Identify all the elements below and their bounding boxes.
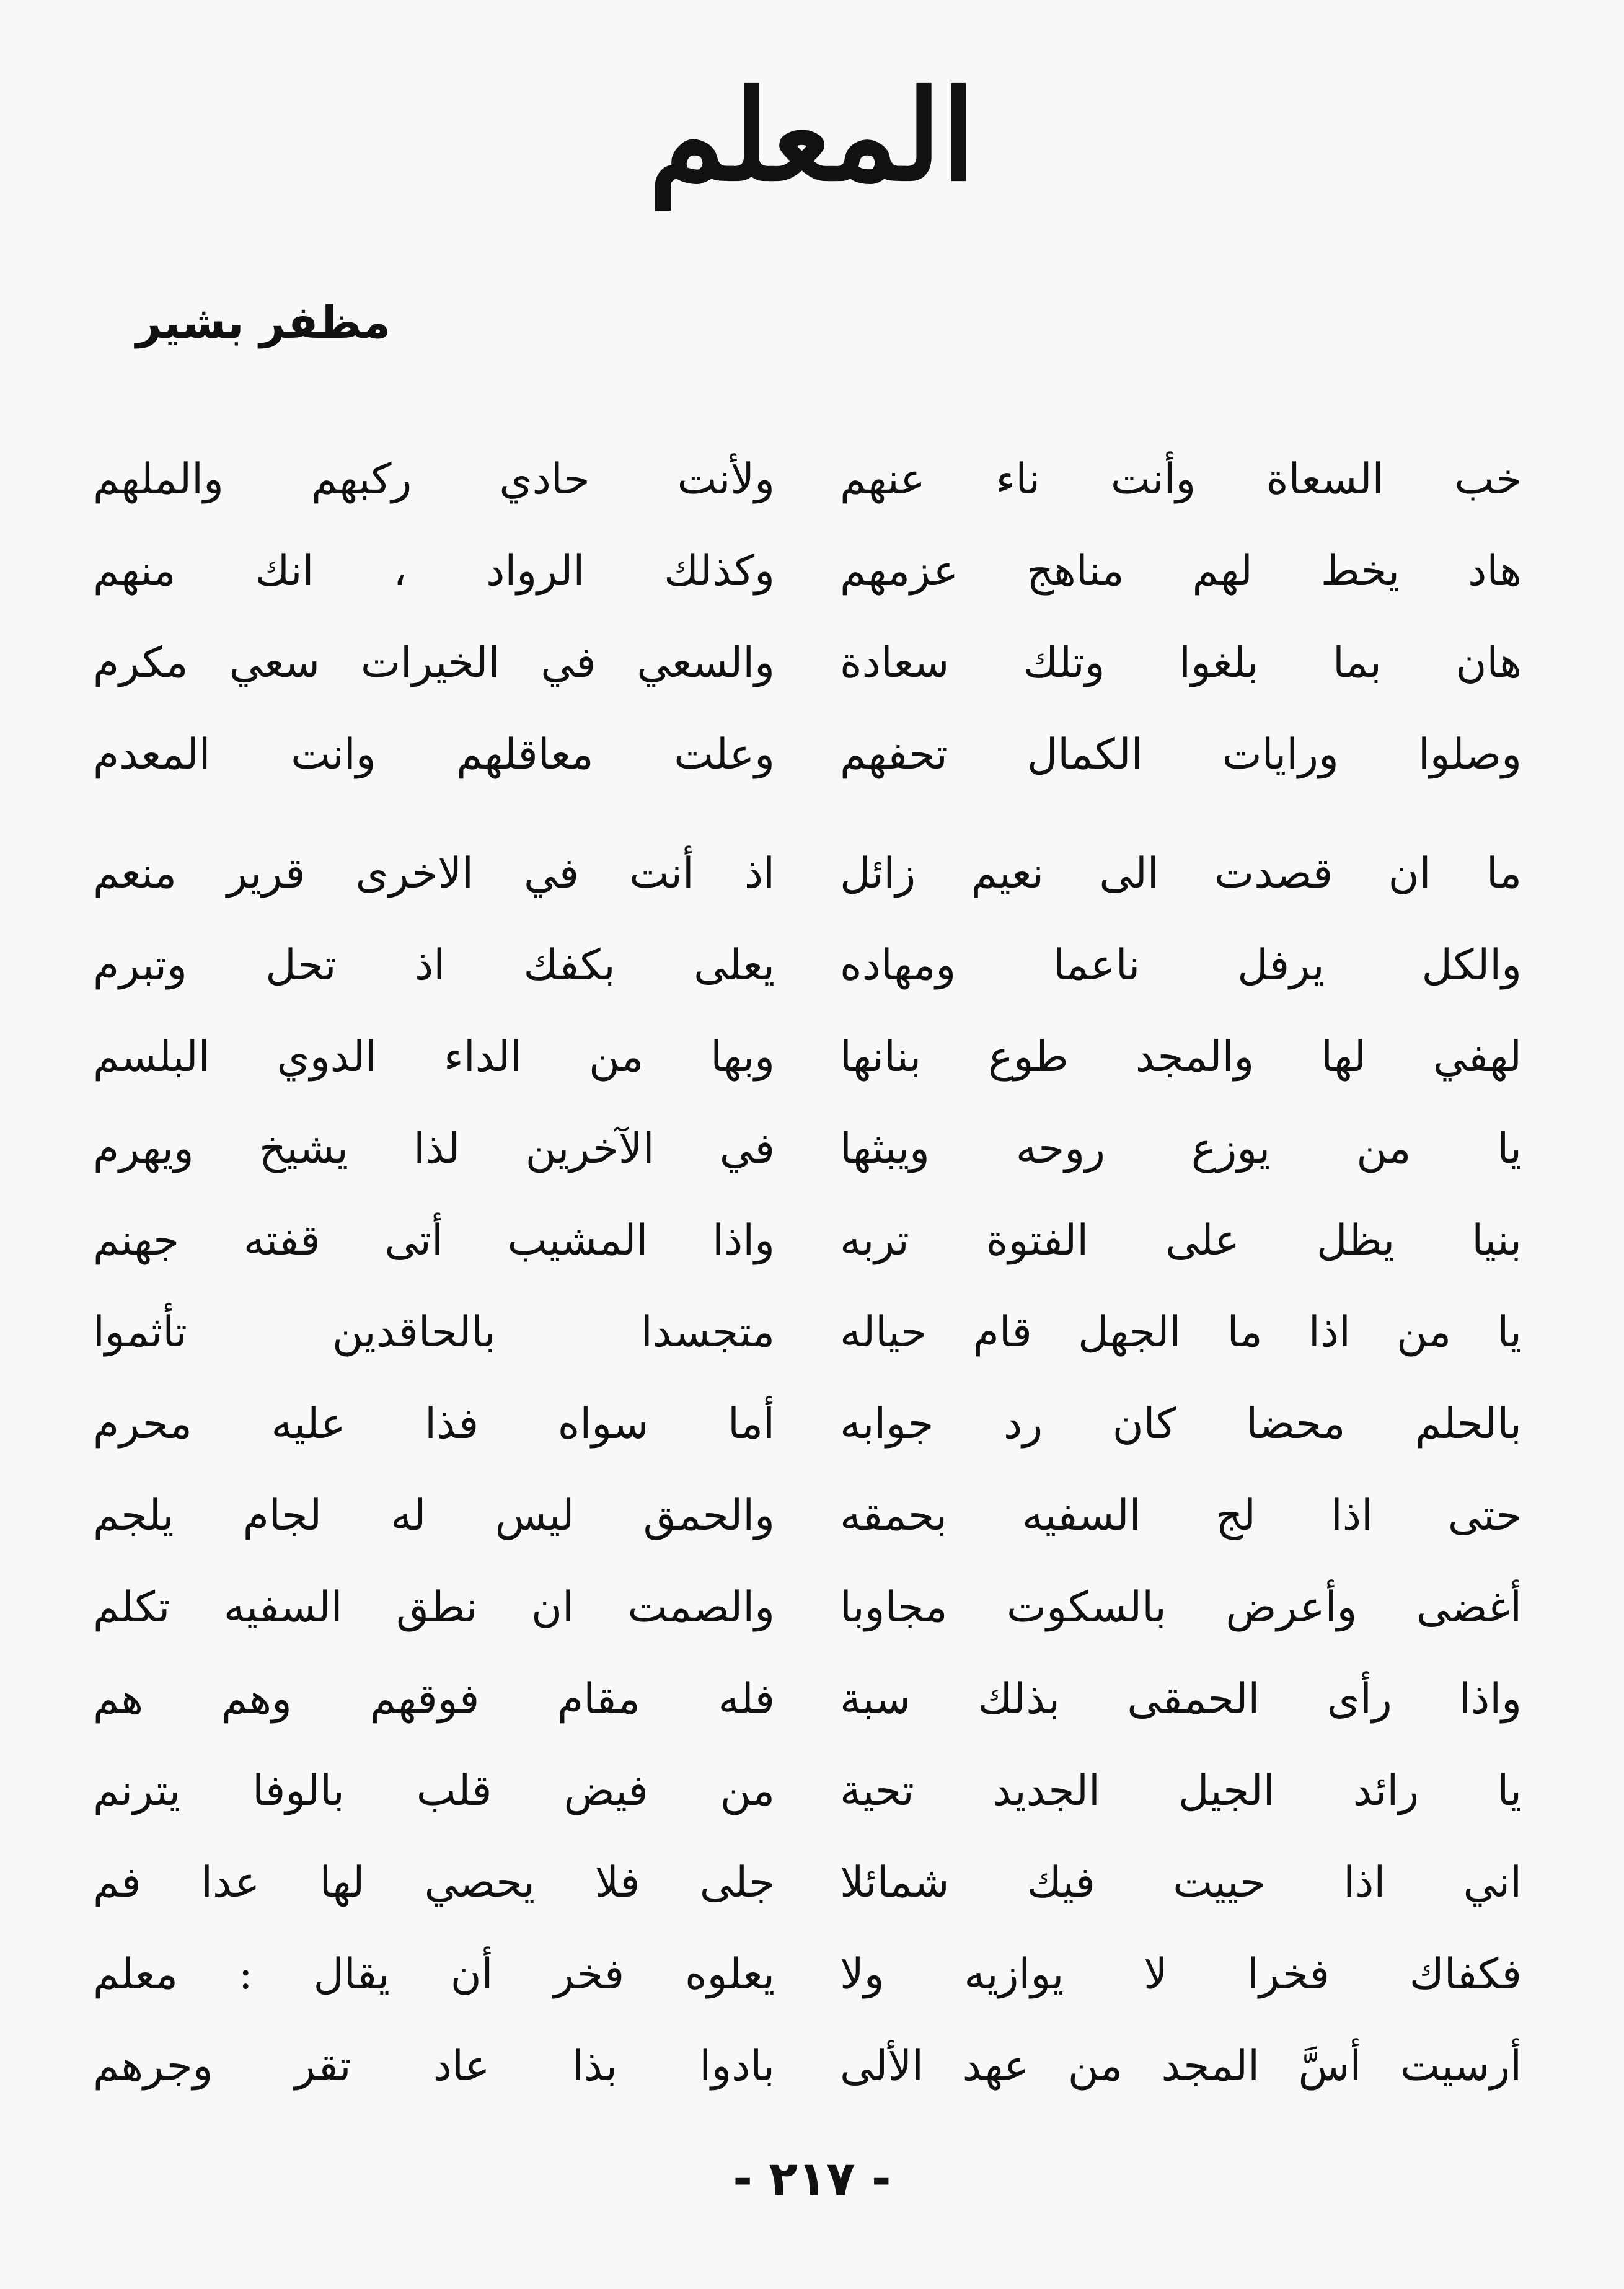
- verse-line: يعلوه فخر أن يقال : معلم: [93, 1950, 775, 1999]
- verse-line: وكذلك الرواد ، انك منهم: [93, 547, 775, 596]
- stanza-gap: [840, 801, 1522, 828]
- verse-line: في الآخرين لذا يشيخ ويهرم: [93, 1124, 775, 1173]
- poem-title: المعلم: [648, 63, 976, 209]
- verse-line: هاد يخط لهم مناهج عزمهم: [840, 547, 1522, 596]
- verse-line: بالحلم محضا كان رد جوابه: [840, 1400, 1522, 1449]
- verse-line: يا من يوزع روحه ويبثها: [840, 1124, 1522, 1173]
- verse-line: يا من اذا ما الجهل قام حياله: [840, 1308, 1522, 1357]
- verse-line: أرسيت أسَّ المجد من عهد الألى: [840, 2042, 1522, 2091]
- verse-line: بادوا بذا عاد تقر وجرهم: [93, 2042, 775, 2091]
- verse-line: ولأنت حادي ركبهم والملهم: [93, 455, 775, 504]
- verse-line: وصلوا ورايات الكمال تحفهم: [840, 730, 1522, 779]
- stanza-gap: [93, 801, 775, 828]
- verse-line: والسعي في الخيرات سعي مكرم: [93, 638, 775, 687]
- verse-line: والكل يرفل ناعما ومهاده: [840, 941, 1522, 990]
- verse-line: هان بما بلغوا وتلك سعادة: [840, 638, 1522, 687]
- verse-line: وبها من الداء الدوي البلسم: [93, 1033, 775, 1082]
- verse-line: جلى فلا يحصي لها عدا فم: [93, 1858, 775, 1907]
- verse-line: من فيض قلب بالوفا يترنم: [93, 1766, 775, 1815]
- verse-line: أغضى وأعرض بالسكوت مجاوبا: [840, 1583, 1522, 1632]
- right-column: [840, 434, 1522, 2112]
- verse-line: واذا رأى الحمقى بذلك سبة: [840, 1675, 1522, 1724]
- verse-line: متجسدا بالحاقدين تأثموا: [93, 1308, 775, 1357]
- verse-line: يعلى بكفك اذ تحل وتبرم: [93, 941, 775, 990]
- verse-line: واذا المشيب أتى قفته جهنم: [93, 1216, 775, 1265]
- verse-line: والحمق ليس له لجام يلجم: [93, 1491, 775, 1540]
- verse-line: فكفاك فخرا لا يوازيه ولا: [840, 1950, 1522, 1999]
- verse-line: أما سواه فذا عليه محرم: [93, 1400, 775, 1449]
- verse-line: والصمت ان نطق السفيه تكلم: [93, 1583, 775, 1632]
- verse-line: بنيا يظل على الفتوة تربه: [840, 1216, 1522, 1265]
- verse-line: خب السعاة وأنت ناء عنهم: [840, 455, 1522, 504]
- verse-line: لهفي لها والمجد طوع بنانها: [840, 1033, 1522, 1082]
- page-number: - ٢١٧ -: [733, 2151, 891, 2206]
- verse-line: وعلت معاقلهم وانت المعدم: [93, 730, 775, 779]
- verse-line: اذ أنت في الاخرى قرير منعم: [93, 849, 775, 898]
- left-column: [93, 434, 775, 2112]
- verse-line: اني اذا حييت فيك شمائلا: [840, 1858, 1522, 1907]
- verse-line: فله مقام فوقهم وهم هم: [93, 1675, 775, 1724]
- verse-line: حتى اذا لج السفيه بحمقه: [840, 1491, 1522, 1540]
- verse-line: ما ان قصدت الى نعيم زائل: [840, 849, 1522, 898]
- verse-line: يا رائد الجيل الجديد تحية: [840, 1766, 1522, 1815]
- author-name: مظفر بشير: [136, 296, 391, 348]
